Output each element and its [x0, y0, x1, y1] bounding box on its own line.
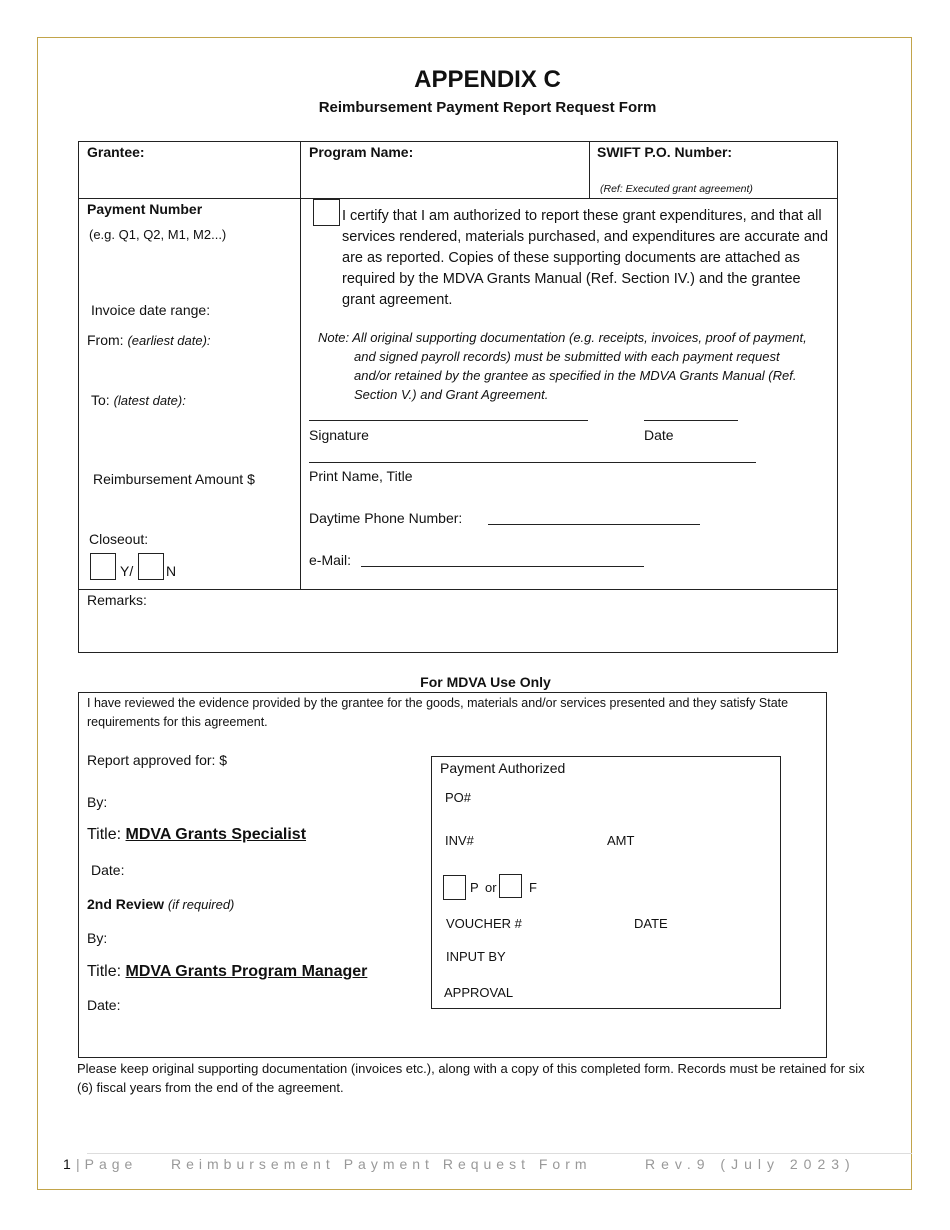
- invoice-range-label: Invoice date range:: [91, 302, 211, 318]
- grantee-label: Grantee:: [87, 144, 145, 160]
- payment-authorized-box: [431, 756, 781, 1009]
- from-label: From:: [87, 332, 124, 348]
- approved-amount-label: Report approved for: $: [87, 752, 228, 768]
- mdva-heading: For MDVA Use Only: [420, 674, 551, 690]
- phone-label: Daytime Phone Number:: [309, 510, 463, 526]
- date-label: Date: [644, 427, 674, 443]
- footer-page-number: 1: [63, 1156, 71, 1172]
- payment-number-hint: (e.g. Q1, Q2, M1, M2...): [89, 227, 227, 242]
- signature-label: Signature: [309, 427, 369, 443]
- amt-label: AMT: [607, 833, 635, 848]
- mdva-review-text: I have reviewed the evidence provided by the grantee for the goods, materials and/or services presented and they satisfy State requirements for this agreement.: [87, 696, 789, 729]
- print-name-label: Print Name, Title: [309, 468, 413, 484]
- page-subtitle: Reimbursement Payment Report Request Form: [318, 99, 657, 116]
- reimbursement-amount-label: Reimbursement Amount $: [93, 471, 255, 487]
- signature-line[interactable]: [309, 420, 588, 421]
- email-input-line[interactable]: [361, 566, 644, 567]
- from-hint: (earliest date):: [127, 333, 211, 348]
- swift-ref-note: (Ref: Executed grant agreement): [600, 183, 753, 195]
- voucher-label: VOUCHER #: [446, 916, 522, 931]
- page-title: APPENDIX C: [414, 66, 561, 93]
- certification-text: I certify that I am authorized to report these grant expenditures, and that all services rendered, materials purchased, and expenditures are accurate and are as reported. Copies of these supporting documents are attached as required by the MDVA Grants Manual (Ref. Section IV.) and the grantee grant agreement.: [342, 208, 829, 308]
- from-date-field[interactable]: [87, 332, 211, 348]
- partial-label: P: [470, 880, 479, 895]
- retention-note: Please keep original supporting documentation (invoices etc.), along with a copy of this completed form. Records must be retained for six (6) fiscal years from the end of the agreement.: [77, 1061, 865, 1095]
- documentation-note: Note: All original supporting documentation (e.g. receipts, invoices, proof of payment, and signed payroll records) must be submitted with each payment request and/or retained by the grantee as specified in the MDVA Grants Manual (Ref. Section V.) and Grant Agreement.: [318, 330, 807, 402]
- footer-revision: Rev.9 (July 2023): [645, 1156, 856, 1172]
- closeout-label: Closeout:: [89, 531, 149, 547]
- phone-input-line[interactable]: [488, 524, 700, 525]
- title-label-2: Title:: [87, 963, 122, 980]
- closeout-yes-checkbox[interactable]: [90, 553, 116, 580]
- voucher-date-label: DATE: [634, 916, 668, 931]
- input-by-label: INPUT BY: [446, 949, 506, 964]
- second-review-field: [87, 896, 234, 912]
- date-line[interactable]: [644, 420, 738, 421]
- closeout-no-label: N: [166, 563, 177, 579]
- final-checkbox[interactable]: [499, 874, 522, 898]
- to-hint: (latest date):: [113, 393, 186, 408]
- remarks-label: Remarks:: [87, 592, 147, 608]
- footer-form-name: Reimbursement Payment Request Form: [171, 1156, 592, 1172]
- title-field-1: [87, 826, 306, 844]
- to-label: To:: [91, 392, 110, 408]
- title-label-1: Title:: [87, 826, 122, 843]
- title-value-grants-specialist: MDVA Grants Specialist: [125, 826, 307, 843]
- or-label: or: [485, 880, 497, 895]
- swift-po-label: SWIFT P.O. Number:: [597, 144, 733, 160]
- second-review-label: 2nd Review: [87, 896, 165, 912]
- print-name-line[interactable]: [309, 462, 756, 463]
- second-review-hint: (if required): [167, 897, 235, 912]
- approval-label: APPROVAL: [444, 985, 514, 1000]
- date-label-2: Date:: [87, 997, 121, 1013]
- title-value-program-manager: MDVA Grants Program Manager: [125, 963, 368, 980]
- closeout-yes-label: Y/: [120, 563, 134, 579]
- final-label: F: [529, 880, 537, 895]
- program-name-label: Program Name:: [309, 144, 414, 160]
- certify-checkbox[interactable]: [313, 199, 340, 226]
- po-label: PO#: [445, 790, 472, 805]
- payment-authorized-title: Payment Authorized: [440, 760, 566, 776]
- payment-number-label: Payment Number: [87, 201, 203, 217]
- date-label-1: Date:: [91, 862, 125, 878]
- email-label: e-Mail:: [309, 552, 352, 568]
- title-field-2: [87, 963, 367, 981]
- inv-label: INV#: [445, 833, 474, 848]
- footer-page-label: |Page: [76, 1156, 138, 1172]
- closeout-no-checkbox[interactable]: [138, 553, 164, 580]
- by-label-2: By:: [87, 930, 108, 946]
- to-date-field[interactable]: [91, 392, 186, 408]
- by-label-1: By:: [87, 794, 108, 810]
- partial-checkbox[interactable]: [443, 875, 466, 900]
